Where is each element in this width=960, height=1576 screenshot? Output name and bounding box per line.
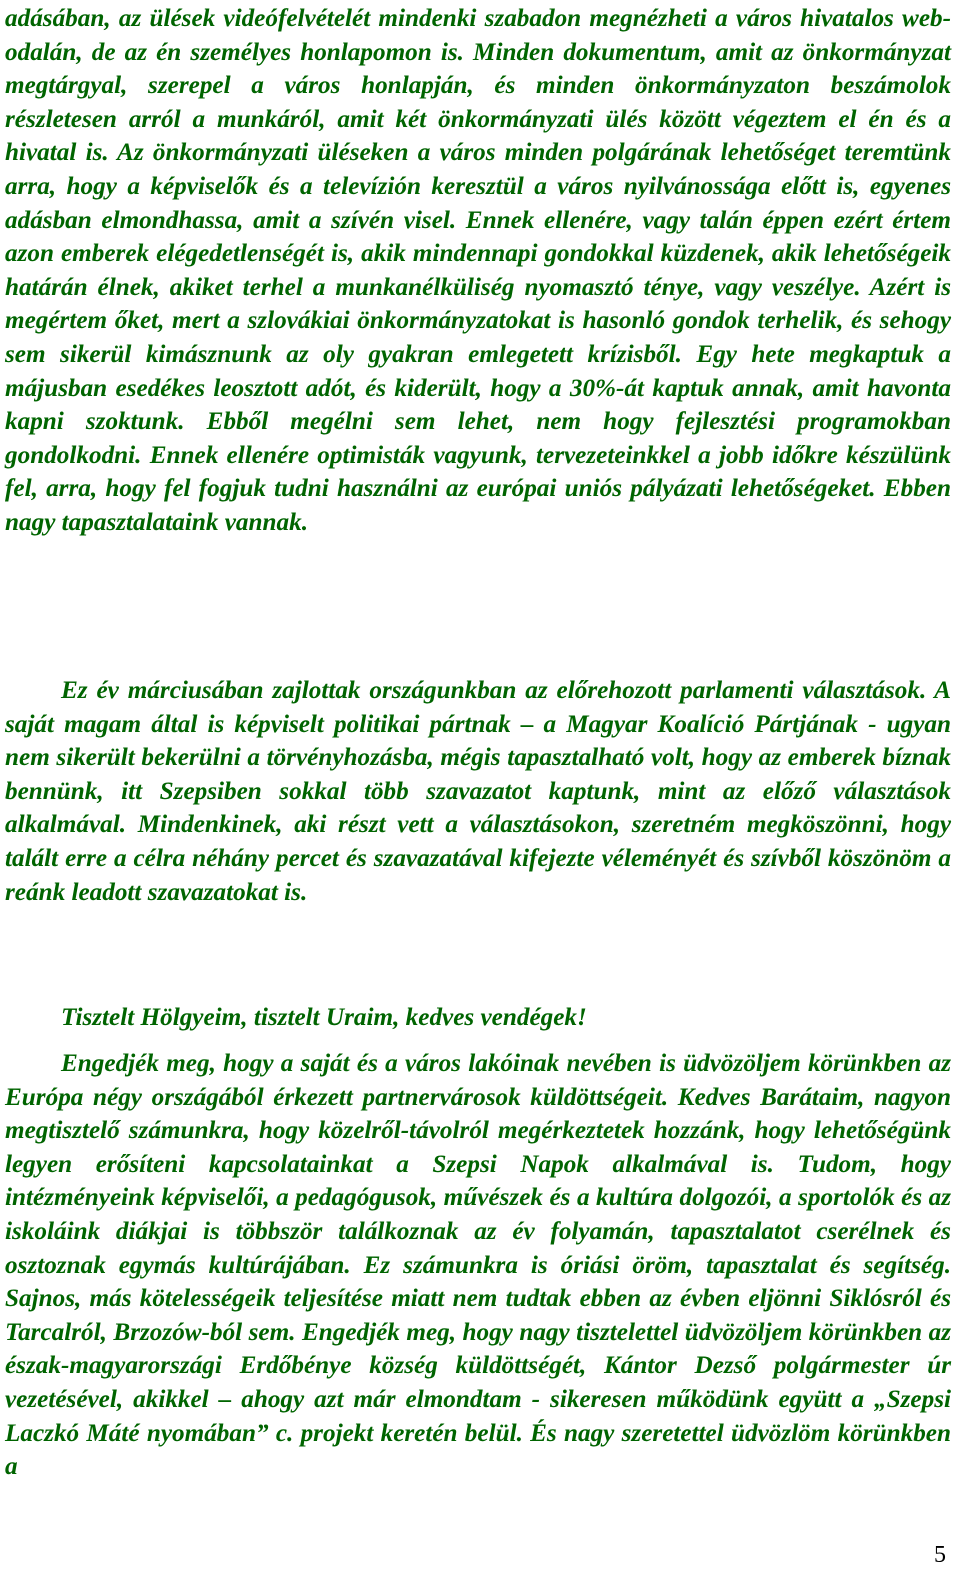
body-paragraph-1: adásában, az ülések videófelvételét mindenki szabadon megnézheti a város hivatalos web-odalán, de az én személyes honlapomon is. Minden dokumentum, amit az önkormányzat megtárgyal, szerepel a város honlapján, és minden önkormányzaton beszámolok részletesen arról a munkáról, amit két önkormányzati ülés között végeztem el én és a hivatal is. Az önkormányzati üléseken a város minden polgárának lehetőséget teremtünk arra, hogy a képviselők és a televízión keresztül a város nyilvánossága előtt is, egyenes adásban elmondhassa, amit a szívén visel. Ennek ellenére, vagy talán éppen ezért értem azon emberek elégedetlenségét is, akik mindennapi gondokkal küzdenek, akik lehetőségeik határán élnek, akiket terhel a munkanélküliség nyomasztó ténye, vagy veszélye. Azért is megértem őket, mert a szlovákiai önkormányzatokat is hasonló gondok terhelik, és sehogy sem sikerül kimásznunk az oly gyakran emlegetett krízisből. Egy hete megkaptuk a májusban esedékes leosztott adót, és kiderült, hogy a 30%-át kaptuk annak, amit havonta kapni szoktunk. Ebből megélni sem lehet, nem hogy fejlesztési programokban gondolkodni. Ennek ellenére optimisták vagyunk, tervezeteinkkel a jobb időkre készülünk fel, arra, hogy fel fogjuk tudni használni az európai uniós pályázati lehetőségeket. Ebben nagy tapasztalataink vannak. (5, 5, 951, 536)
page-number: 5 (934, 1542, 946, 1568)
greeting-line: Tisztelt Hölgyeim, tisztelt Uraim, kedves vendégek! (61, 1004, 587, 1031)
body-paragraph-3: Engedjék meg, hogy a saját és a város lakóinak nevében is üdvözöljem körünkben az Európa négy országából érkezett partnervárosok küldöttségeit. Kedves Barátaim, nagyon megtisztelő számunkra, hogy közelről-távolról megérkeztetek hozzánk, hogy lehetőségünk legyen erősíteni kapcsolatainkat a Szepsi Napok alkalmával is. Tudom, hogy intézményeink képviselői, a pedagógusok, művészek és a kultúra dolgozói, a sportolók és az iskoláink diákjai is többször találkoznak az év folyamán, tapasztalatot cserélnek és osztoznak egymás kultúrájában. Ez számunkra is óriási öröm, tapasztalat és segítség. Sajnos, más kötelességeik teljesítése miatt nem tudtak ebben az évben eljönni Siklósról és Tarcalról, Brzozów-ból sem. Engedjék meg, hogy nagy tisztelettel üdvözöljem körünkben az észak-magyarországi Erdőbénye község küldöttségét, Kántor Dezső polgármester úr vezetésével, akikkel – ahogy azt már elmondtam - sikeresen működünk együtt a „Szepsi Laczkó Máté nyomában” c. projekt keretén belül. És nagy szeretettel üdvözlöm körünkben a (5, 1050, 951, 1481)
body-paragraph-2: Ez év márciusában zajlottak országunkban az előrehozott parlamenti választások. A saját magam által is képviselt politikai pártnak – a Magyar Koalíció Pártjának - ugyan nem sikerült bekerülni a törvényhozásba, mégis tapasztalható volt, hogy az emberek bíznak bennünk, itt Szepsiben sokkal több szavazatot kaptunk, mint az előző választások alkalmával. Mindenkinek, aki részt vett a választásokon, szeretném megköszönni, hogy talált erre a célra néhány percet és szavazatával kifejezte véleményét és szívből köszönöm a reánk leadott szavazatokat is. (5, 677, 951, 906)
